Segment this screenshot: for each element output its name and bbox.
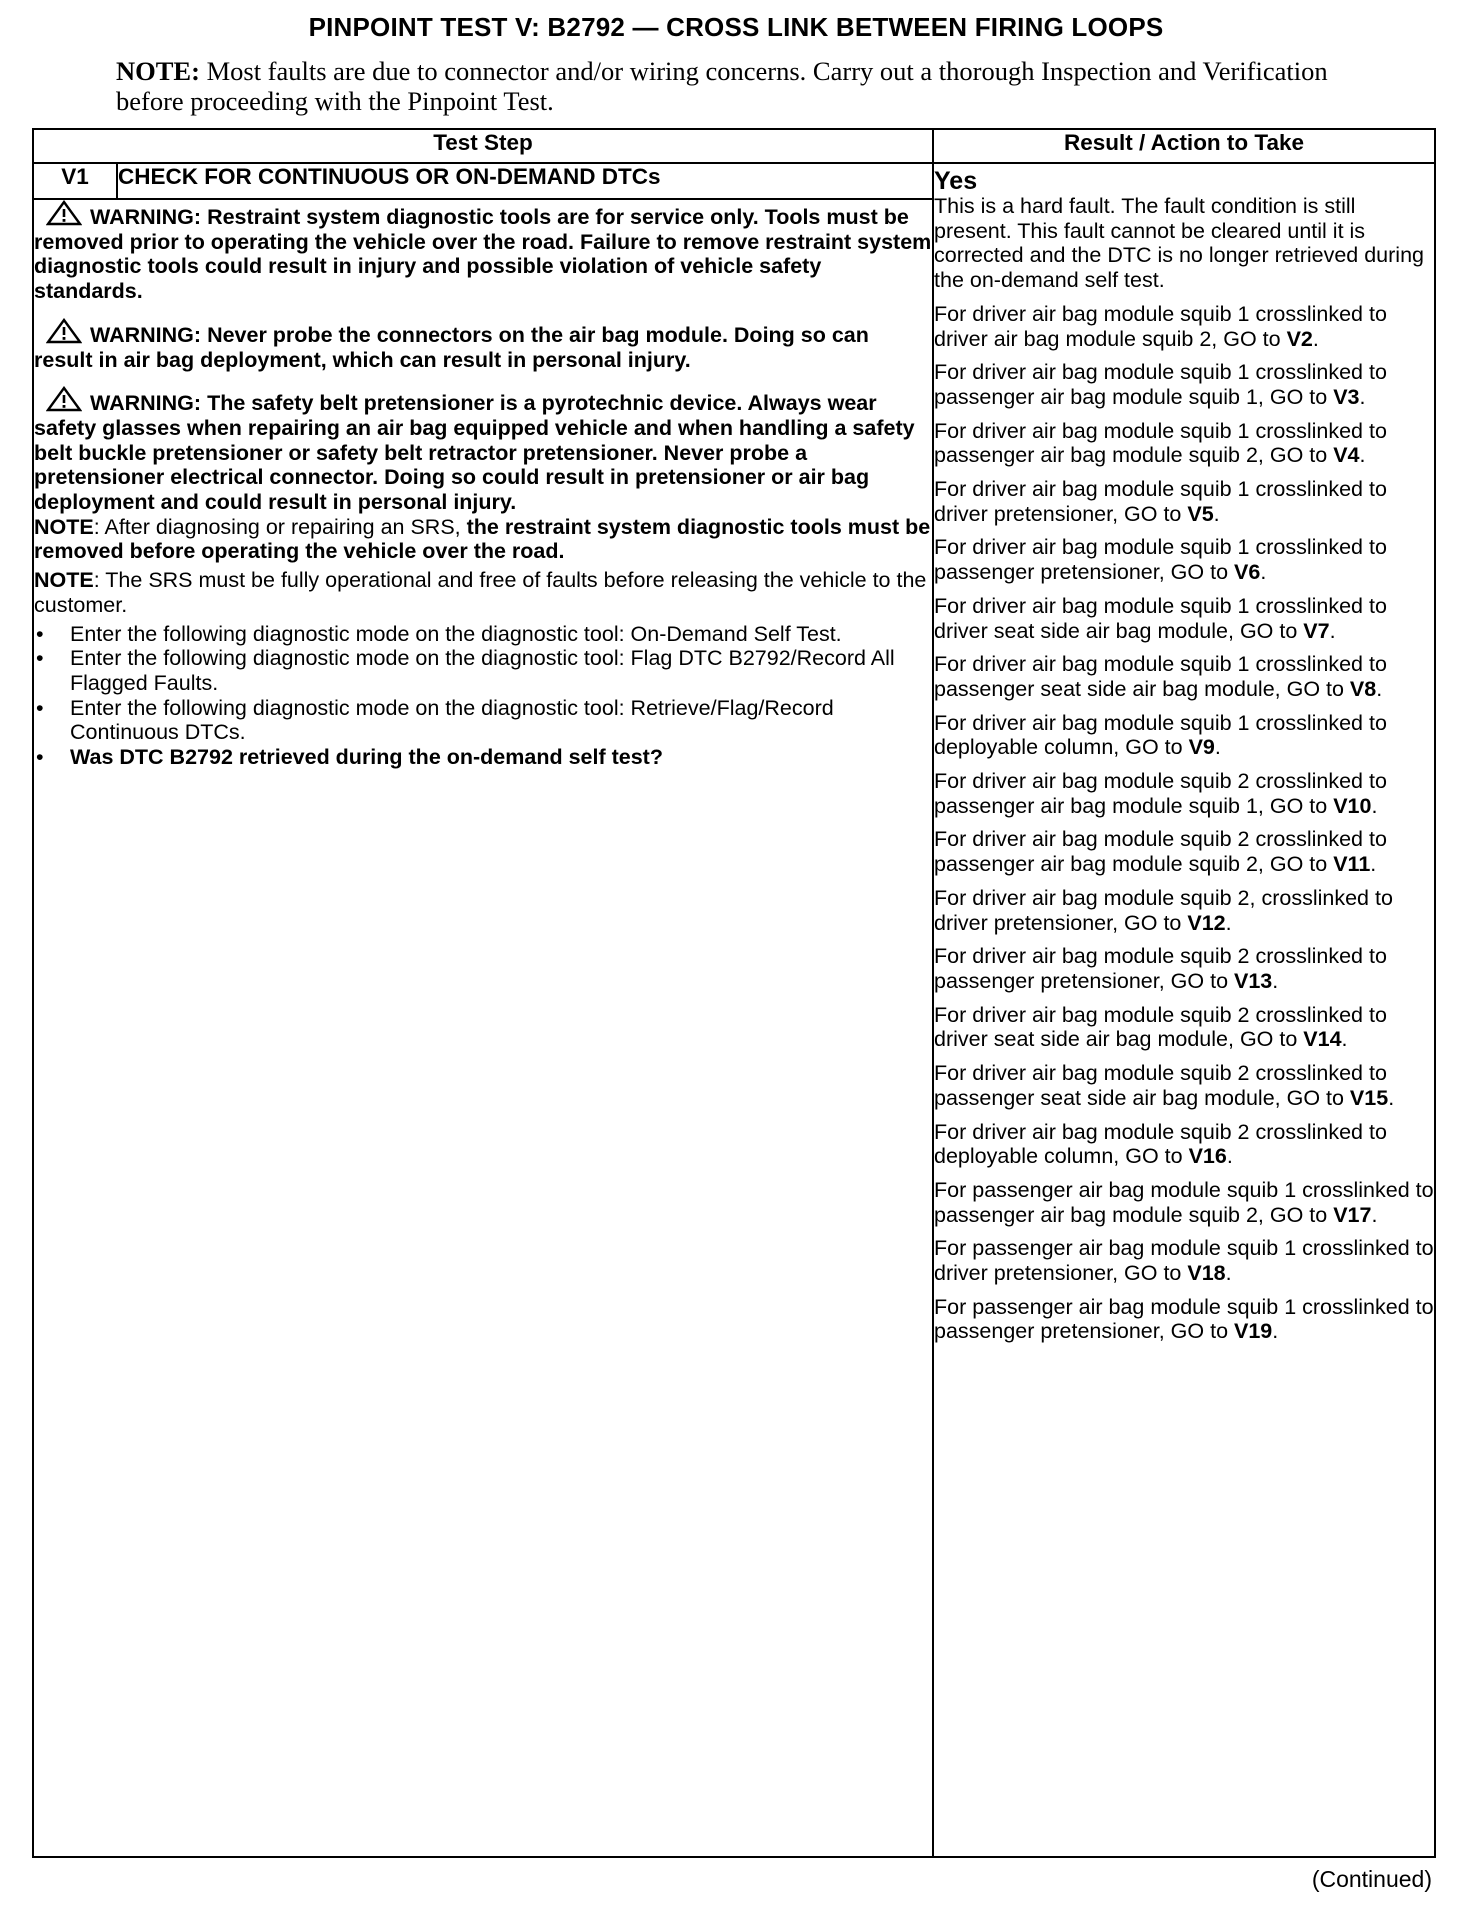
- goto-step: V2: [1286, 326, 1313, 351]
- result-entry-end: .: [1341, 1027, 1348, 1052]
- goto-step: V19: [1234, 1319, 1273, 1344]
- bullet-item: [34, 696, 932, 745]
- result-entry-text: For driver air bag module squib 1 crosslinked to deployable column, GO to: [934, 710, 1387, 760]
- warning-label: WARNING:: [90, 391, 202, 416]
- bullet-char: •: [36, 695, 44, 720]
- pinpoint-test-table: [32, 128, 1436, 1858]
- result-entry-text: For driver air bag module squib 1 crosslinked to driver pretensioner, GO to: [934, 477, 1387, 526]
- warning-text: The safety belt pretensioner is a pyrotechnic device. Always wear safety glasses when repairing an air bag equipped vehicle and when handling a safety belt buckle pretensioner or safety belt retractor pretensioner. Never probe a pretensioner electrical connector. Doing so could result in pretensioner or air bag deployment and could result in personal injury.: [34, 391, 915, 515]
- notes: [34, 515, 932, 618]
- result-entry: [934, 886, 1434, 935]
- bullet-text: Enter the following diagnostic mode on the diagnostic tool: On-Demand Self Test.: [70, 621, 842, 646]
- result-entry: [934, 477, 1434, 526]
- warning-lead: [34, 323, 201, 347]
- bullet-text: Enter the following diagnostic mode on the diagnostic tool: Flag DTC B2792/Record All Flagged Faults.: [70, 646, 895, 695]
- question-text: Was DTC B2792 retrieved during the on-demand self test?: [70, 745, 663, 770]
- warning-block: [34, 386, 932, 515]
- bullet-char: •: [36, 621, 44, 646]
- result-entry: [934, 1061, 1434, 1110]
- warning-triangle-icon: [46, 386, 82, 412]
- result-entry-end: .: [1359, 384, 1366, 409]
- bullet-list: [34, 622, 932, 746]
- question-list: [34, 745, 932, 770]
- table-header-row: [33, 129, 1435, 163]
- goto-step: V9: [1188, 735, 1215, 760]
- result-entry-text: For driver air bag module squib 2 crosslinked to passenger pretensioner, GO to: [934, 944, 1387, 993]
- result-entry-end: .: [1260, 560, 1267, 585]
- result-entry: [934, 594, 1434, 643]
- warning-block: [34, 200, 932, 304]
- result-entry-text: For driver air bag module squib 2 crosslinked to passenger seat side air bag module, GO to: [934, 1061, 1387, 1110]
- result-entry-text: For driver air bag module squib 1 crosslinked to passenger seat side air bag module, GO to: [934, 652, 1387, 701]
- result-entry: [934, 360, 1434, 409]
- result-entry: [934, 652, 1434, 701]
- goto-step: V6: [1234, 560, 1261, 585]
- goto-step: V7: [1303, 618, 1330, 643]
- goto-step: V8: [1349, 676, 1377, 701]
- result-entry-text: For driver air bag module squib 1 crosslinked to passenger pretensioner, GO to: [934, 535, 1387, 585]
- result-entry-end: .: [1371, 1202, 1378, 1227]
- continued-label: (Continued): [1311, 1866, 1432, 1892]
- note-label: NOTE: [34, 514, 94, 539]
- bullet-item: [34, 622, 932, 647]
- goto-step: V15: [1349, 1085, 1389, 1110]
- goto-step: V17: [1333, 1202, 1372, 1227]
- result-entry: [934, 711, 1434, 760]
- result-entry-text: For driver air bag module squib 2 crosslinked to driver seat side air bag module, GO to: [934, 1002, 1387, 1052]
- result-entry: [934, 419, 1434, 468]
- warning-lead: [34, 391, 201, 415]
- header-test-step: Test Step: [33, 129, 933, 163]
- result-entry: [934, 1236, 1434, 1285]
- step-title-row: [33, 163, 1435, 199]
- result-entry-end: .: [1214, 735, 1221, 760]
- warning-label: WARNING:: [90, 205, 202, 229]
- warning-lead: [34, 205, 201, 229]
- question-item: [34, 745, 932, 770]
- result-entry: [934, 1120, 1434, 1169]
- bullet-char: •: [36, 745, 44, 770]
- result-entry-text: For driver air bag module squib 1 crosslinked to driver seat side air bag module, GO to: [934, 593, 1387, 643]
- result-entries: [934, 302, 1434, 1344]
- step-id: V1: [33, 163, 117, 199]
- result-entry-text: For driver air bag module squib 2 crosslinked to deployable column, GO to: [934, 1119, 1387, 1169]
- result-entry-text: For passenger air bag module squib 1 crosslinked to passenger pretensioner, GO to: [934, 1294, 1434, 1344]
- result-entry-end: .: [1225, 1261, 1232, 1286]
- yes-text: This is a hard fault. The fault condition is still present. This fault cannot be cleared until it is corrected and the DTC is no longer retrieved during the on-demand self test.: [934, 194, 1424, 293]
- goto-step: V12: [1187, 910, 1226, 935]
- result-entry: [934, 302, 1434, 351]
- goto-step: V16: [1188, 1144, 1227, 1169]
- header-result-action: Result / Action to Take: [933, 129, 1435, 163]
- goto-step: V3: [1333, 384, 1360, 409]
- result-entry-text: For driver air bag module squib 1 crosslinked to driver air bag module squib 2, GO to: [934, 301, 1387, 351]
- result-entry-text: For driver air bag module squib 2 crosslinked to passenger air bag module squib 2, GO to: [934, 827, 1387, 877]
- page-title: PINPOINT TEST V: B2792 — CROSS LINK BETWEEN FIRING LOOPS: [308, 12, 1164, 42]
- result-entry-end: .: [1376, 676, 1383, 701]
- warning-text: Never probe the connectors on the air bag module. Doing so can result in air bag deployment, which can result in personal injury.: [34, 322, 869, 372]
- warning-label: WARNING:: [90, 322, 202, 347]
- result-entry-text: For driver air bag module squib 1 crosslinked to passenger air bag module squib 2, GO to: [934, 418, 1387, 468]
- warnings: [34, 200, 932, 515]
- result-entry-text: For driver air bag module squib 1 crosslinked to passenger air bag module squib 1, GO to: [934, 360, 1387, 409]
- result-action-cell: [933, 163, 1435, 1857]
- result-entry-end: .: [1388, 1085, 1395, 1110]
- goto-step: V14: [1303, 1027, 1342, 1052]
- warning-triangle-icon: [46, 318, 82, 344]
- intro-note: [116, 56, 1356, 116]
- result-entry-text: For passenger air bag module squib 1 crosslinked to passenger air bag module squib 2, GO to: [934, 1177, 1434, 1227]
- result-entry-end: .: [1272, 968, 1279, 993]
- bullet-char: •: [36, 646, 44, 671]
- yes-label: Yes: [934, 167, 978, 195]
- result-entry-text: For passenger air bag module squib 1 crosslinked to driver pretensioner, GO to: [934, 1236, 1434, 1286]
- result-entry-end: .: [1329, 618, 1336, 643]
- result-entry: [934, 769, 1434, 818]
- result-entry-end: .: [1272, 1319, 1279, 1344]
- goto-step: V18: [1187, 1261, 1226, 1286]
- step-body: [33, 199, 933, 1857]
- result-entry-end: .: [1359, 443, 1366, 468]
- warning-triangle-icon: [46, 200, 82, 226]
- result-entry-text: For driver air bag module squib 2, crosslinked to driver pretensioner, GO to: [934, 885, 1393, 935]
- result-entry-end: .: [1371, 793, 1378, 818]
- intro-note-text: Most faults are due to connector and/or wiring concerns. Carry out a thorough Inspection and Verification before proceeding with the Pinpoint Test.: [116, 56, 1328, 116]
- note-text: : The SRS must be fully operational and free of faults before releasing the vehicle to the customer.: [34, 568, 927, 617]
- goto-step: V10: [1333, 793, 1372, 818]
- note-text: : After diagnosing or repairing an SRS,: [93, 514, 467, 539]
- result-entry: [934, 1178, 1434, 1227]
- step-note: [34, 515, 932, 564]
- result-entry: [934, 944, 1434, 993]
- result-entry: [934, 535, 1434, 584]
- step-title: CHECK FOR CONTINUOUS OR ON-DEMAND DTCs: [117, 163, 933, 199]
- result-entry-text: For driver air bag module squib 2 crosslinked to passenger air bag module squib 1, GO to: [934, 769, 1387, 818]
- goto-step: V4: [1333, 443, 1360, 468]
- result-entry: [934, 827, 1434, 876]
- warning-block: [34, 318, 932, 372]
- result-entry-end: .: [1225, 910, 1232, 935]
- result-entry-end: .: [1226, 1144, 1233, 1169]
- goto-step: V13: [1234, 968, 1273, 993]
- goto-step: V11: [1333, 852, 1371, 877]
- result-entry: [934, 1295, 1434, 1344]
- result-entry: [934, 1003, 1434, 1052]
- warning-text: Restraint system diagnostic tools are for service only. Tools must be removed prior to operating the vehicle over the road. Failure to remove restraint system diagnostic tools could result in injury and possible violation of vehicle safety standards.: [34, 205, 932, 304]
- result-entry-end: .: [1213, 501, 1220, 526]
- result-entry-end: .: [1312, 326, 1319, 351]
- intro-note-label: NOTE:: [116, 56, 200, 86]
- note-label: NOTE: [34, 568, 94, 593]
- note-bold-text: the restraint system diagnostic tools must be removed before operating the vehicle over the road.: [34, 514, 931, 564]
- bullet-text: Enter the following diagnostic mode on the diagnostic tool: Retrieve/Flag/Record Continuous DTCs.: [70, 695, 834, 745]
- result-entry-end: .: [1370, 852, 1377, 877]
- bullet-item: [34, 646, 932, 695]
- goto-step: V5: [1187, 501, 1214, 526]
- step-note: [34, 568, 932, 617]
